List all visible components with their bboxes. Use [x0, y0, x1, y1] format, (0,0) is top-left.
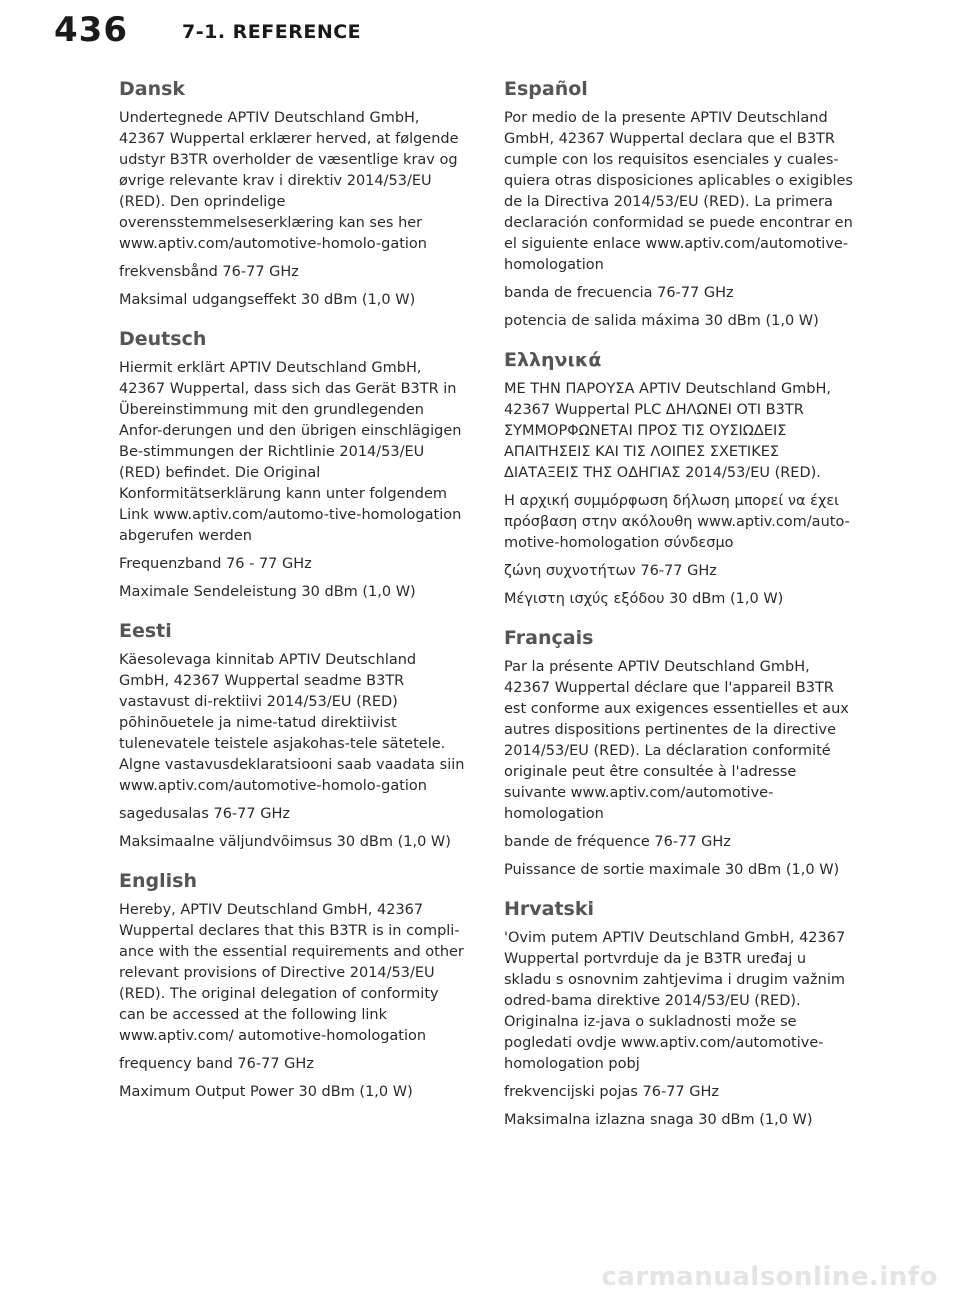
output-power: Maximale Sendeleistung 30 dBm (1,0 W) [119, 584, 416, 600]
page-number: 436 [54, 10, 128, 50]
right-column [504, 78, 854, 1148]
output-power: Μέγιστη ισχύς εξόδου 30 dBm (1,0 W) [504, 591, 784, 607]
declaration-text: 'Ovim putem APTIV Deutschland GmbH, 42367 Wuppertal portvrduje da je B3TR uređaj u skladu s osnovnim zahtjevima i drugim važnim odred-bama direktive 2014/53/EU (RED). Originalna iz-java o sukladnosti može se pogledati ovdje www.aptiv.com/automotive-homologation pobj [504, 930, 846, 1072]
section-ellinika [504, 349, 854, 610]
frequency-band: frekvensbånd 76-77 GHz [119, 264, 299, 280]
output-power: Maksimaalne väljundvõimsus 30 dBm (1,0 W) [119, 834, 451, 850]
declaration-text: Par la présente APTIV Deutschland GmbH, 42367 Wuppertal déclare que l'appareil B3TR est conforme aux exigences essentielles et aux autres dispositions pertinentes de la directive 2014/53/EU (RED). La déclaration conformité originale peut être consultée à l'adresse suivante www.aptiv.com/automotive-homologation [504, 659, 849, 822]
frequency-band: frekvencijski pojas 76-77 GHz [504, 1084, 720, 1100]
section-heading: Ελληνικά [504, 349, 602, 371]
output-power: potencia de salida máxima 30 dBm (1,0 W) [504, 313, 819, 329]
declaration-text: Por medio de la presente APTIV Deutschland GmbH, 42367 Wuppertal declara que el B3TR cumple con los requisitos esenciales y cuales-quiera otras disposiciones aplicables o exigibles de la Directiva 2014/53/EU (RED). La primera declaración conformidad se puede encontrar en el siguiente enlace www.aptiv.com/automotive-homologation [504, 110, 853, 273]
section-heading: Español [504, 78, 588, 100]
watermark: carmanualsonline.info [601, 1262, 938, 1292]
declaration-text: Undertegnede APTIV Deutschland GmbH, 42367 Wuppertal erklærer herved, at følgende udstyr B3TR overholder de væsentlige krav og øvrige relevante krav i direktiv 2014/53/EU (RED). Den oprindelige overensstemmelseserklæring kan ses her www.aptiv.com/automotive-homolo-gation [119, 110, 459, 252]
frequency-band: frequency band 76-77 GHz [119, 1056, 314, 1072]
page-header [0, 0, 960, 70]
frequency-band: banda de frecuencia 76-77 GHz [504, 285, 734, 301]
declaration-text: ΜΕ ΤΗΝ ΠΑΡΟΥΣΑ APTIV Deutschland GmbH, 42367 Wuppertal PLC ΔΗΛΩΝΕΙ ΟΤΙ B3TR ΣΥΜΜΟΡΦΩΝΕΤΑΙ ΠΡΟΣ ΤΙΣ ΟΥΣΙΩΔΕΙΣ ΑΠΑΙΤΗΣΕΙΣ ΚΑΙ ΤΙΣ ΛΟΙΠΕΣ ΣΧΕΤΙΚΕΣ ΔΙΑΤΑΞΕΙΣ ΤΗΣ ΟΔΗΓΙΑΣ 2014/53/EU (RED). [504, 381, 832, 481]
declaration-text: Hiermit erklärt APTIV Deutschland GmbH, 42367 Wuppertal, dass sich das Gerät B3TR in Übereinstimmung mit den grundlegenden Anfor-derungen und den übrigen einschlägigen Be-stimmungen der Richtlinie 2014/53/EU (RED) befindet. Die Original Konformitätserklärung kann unter folgendem Link www.aptiv.com/automo-tive-homologation abgerufen werden [119, 360, 462, 544]
output-power: Maximum Output Power 30 dBm (1,0 W) [119, 1084, 413, 1100]
section-hrvatski [504, 898, 854, 1131]
section-heading: Dansk [119, 78, 186, 100]
section-eesti [119, 620, 469, 853]
section-dansk [119, 78, 469, 311]
output-power: Maksimalna izlazna snaga 30 dBm (1,0 W) [504, 1112, 813, 1128]
frequency-band: bande de fréquence 76-77 GHz [504, 834, 731, 850]
frequency-band: sagedusalas 76-77 GHz [119, 806, 290, 822]
section-heading: Français [504, 627, 594, 649]
section-heading: Hrvatski [504, 898, 595, 920]
section-heading: Eesti [119, 620, 172, 642]
frequency-band: Frequenzband 76 - 77 GHz [119, 556, 312, 572]
declaration-link-text: Η αρχική συμμόρφωση δήλωση μπορεί να έχει πρόσβαση στην ακόλουθη www.aptiv.com/auto-motive-homologation σύνδεσμο [504, 493, 850, 551]
output-power: Puissance de sortie maximale 30 dBm (1,0 W) [504, 862, 840, 878]
section-heading: Deutsch [119, 328, 207, 350]
section-deutsch [119, 328, 469, 603]
declaration-text: Hereby, APTIV Deutschland GmbH, 42367 Wuppertal declares that this B3TR is in compli-ance with the essential requirements and other relevant provisions of Directive 2014/53/EU (RED). The original delegation of conformity can be accessed at the following link www.aptiv.com/ automotive-homologation [119, 902, 464, 1044]
section-espanol [504, 78, 854, 332]
output-power: Maksimal udgangseffekt 30 dBm (1,0 W) [119, 292, 416, 308]
section-heading: English [119, 870, 197, 892]
declaration-text: Käesolevaga kinnitab APTIV Deutschland GmbH, 42367 Wuppertal seadme B3TR vastavust di-rektiivi 2014/53/EU (RED) põhinõuetele ja nime-tatud direktiivist tulenevatele teistele asjakohas-tele sätetele. Algne vastavusdeklaratsiooni saab vaadata siin www.aptiv.com/automotive-homolo-gation [119, 652, 465, 794]
chapter-title: 7-1. REFERENCE [182, 21, 362, 43]
section-francais [504, 627, 854, 881]
frequency-band: ζώνη συχνοτήτων 76-77 GHz [504, 563, 717, 579]
section-english [119, 870, 469, 1103]
left-column [119, 78, 469, 1120]
